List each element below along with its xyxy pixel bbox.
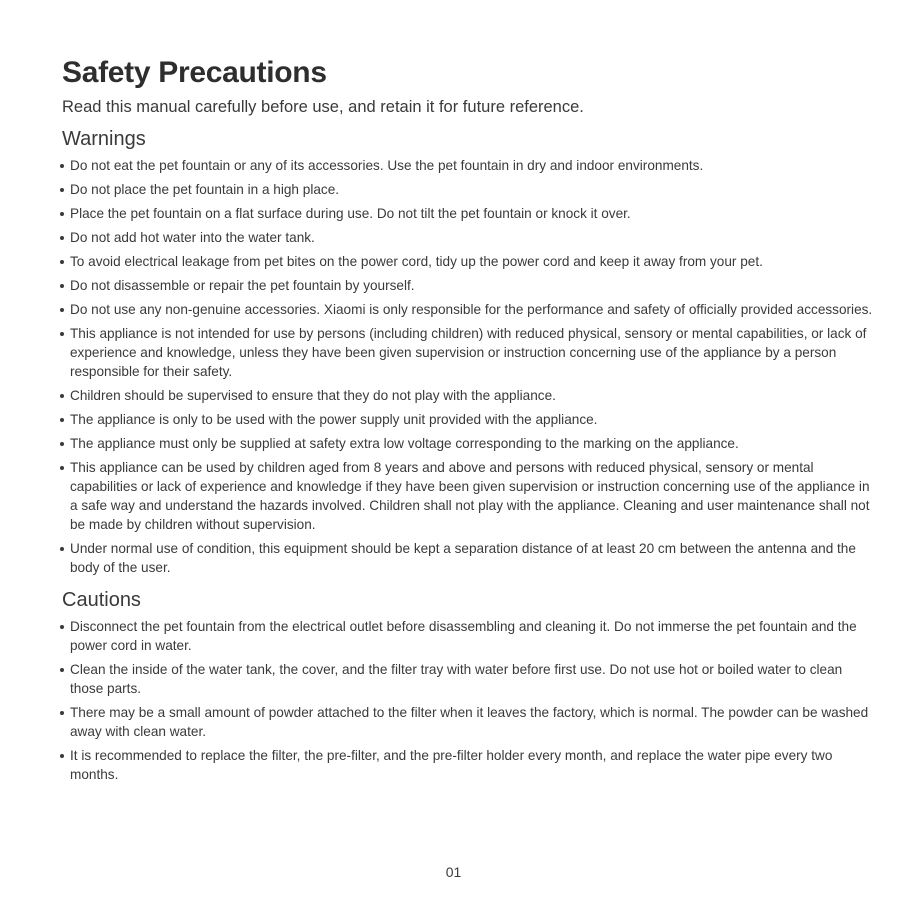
warning-item: Under normal use of condition, this equipment should be kept a separation distance of at least 20 cm between the antenna and the body of the user. [60,539,875,577]
warning-item: This appliance can be used by children aged from 8 years and above and persons with reduced physical, sensory or mental capabilities or lack of experience and knowledge if they have been given supervision or instruction concerning use of the appliance in a safe way and understand the hazards involved. Children shall not play with the appliance. Cleaning and user maintenance shall not be made by children without supervision. [60,458,875,534]
warning-item: The appliance is only to be used with the power supply unit provided with the appliance. [60,410,875,429]
bullet-icon [60,625,64,629]
bullet-icon [60,212,64,216]
warnings-list [60,156,875,577]
warnings-heading: Warnings [62,128,146,150]
warning-item: The appliance must only be supplied at safety extra low voltage corresponding to the marking on the appliance. [60,434,875,453]
bullet-icon [60,284,64,288]
bullet-icon [60,442,64,446]
cautions-heading: Cautions [62,589,141,611]
page-subtitle: Read this manual carefully before use, and retain it for future reference. [62,98,584,116]
page-title: Safety Precautions [62,56,327,89]
warning-item: Do not add hot water into the water tank. [60,228,875,247]
page-number: 01 [445,864,462,880]
warning-item: This appliance is not intended for use by persons (including children) with reduced physical, sensory or mental capabilities, or lack of experience and knowledge, unless they have been given supervision or instruction concerning use of the appliance by a person responsible for their safety. [60,324,875,381]
bullet-icon [60,547,64,551]
bullet-icon [60,188,64,192]
warning-item: Do not use any non-genuine accessories. Xiaomi is only responsible for the performance and safety of officially provided accessories. [60,300,875,319]
bullet-icon [60,418,64,422]
caution-item: Disconnect the pet fountain from the electrical outlet before disassembling and cleaning it. Do not immerse the pet fountain and the power cord in water. [60,617,875,655]
caution-item: There may be a small amount of powder attached to the filter when it leaves the factory, which is normal. The powder can be washed away with clean water. [60,703,875,741]
bullet-icon [60,332,64,336]
bullet-icon [60,236,64,240]
bullet-icon [60,466,64,470]
bullet-icon [60,668,64,672]
warning-item: Place the pet fountain on a flat surface during use. Do not tilt the pet fountain or knock it over. [60,204,875,223]
warning-item: Do not place the pet fountain in a high place. [60,180,875,199]
bullet-icon [60,394,64,398]
warning-item: Children should be supervised to ensure that they do not play with the appliance. [60,386,875,405]
cautions-list [60,617,875,784]
caution-item: It is recommended to replace the filter, the pre-filter, and the pre-filter holder every month, and replace the water pipe every two months. [60,746,875,784]
warning-item: Do not disassemble or repair the pet fountain by yourself. [60,276,875,295]
bullet-icon [60,308,64,312]
document-page [60,56,875,789]
bullet-icon [60,164,64,168]
bullet-icon [60,260,64,264]
bullet-icon [60,711,64,715]
caution-item: Clean the inside of the water tank, the cover, and the filter tray with water before first use. Do not use hot or boiled water to clean those parts. [60,660,875,698]
warning-item: Do not eat the pet fountain or any of its accessories. Use the pet fountain in dry and indoor environments. [60,156,875,175]
bullet-icon [60,754,64,758]
warning-item: To avoid electrical leakage from pet bites on the power cord, tidy up the power cord and keep it away from your pet. [60,252,875,271]
